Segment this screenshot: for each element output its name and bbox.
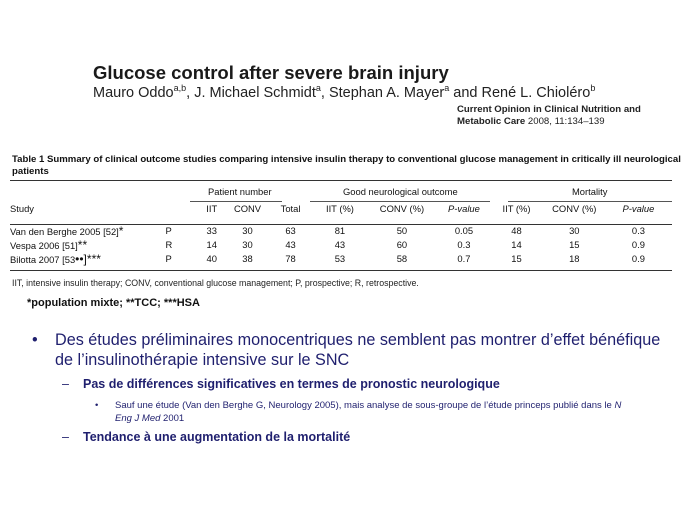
table-bottom-rule: [10, 270, 672, 271]
table-footnote: IIT, intensive insulin therapy; CONV, conventional glucose management; P, prospective; R, retrospective.: [12, 278, 419, 288]
cell-good-p: 0.3: [457, 239, 471, 250]
cell-mort-iit: 15: [511, 253, 522, 264]
col-header-total: Total: [280, 203, 301, 215]
cell-study: Bilotta 2007 [53••]***: [10, 251, 101, 266]
author-affiliation: a: [315, 83, 321, 93]
cell-good-iit: 81: [334, 225, 346, 236]
cell-mort-conv: 30: [569, 225, 580, 236]
cell-good-conv: 60: [396, 239, 408, 250]
author-affiliation: a,b: [173, 83, 187, 93]
cell-mort-conv: 15: [569, 239, 580, 250]
outcome-table: [10, 203, 670, 266]
cell-good-conv: 50: [396, 225, 408, 236]
dash-symbol: –: [62, 430, 69, 444]
cell-iit: 14: [206, 239, 217, 250]
table-top-rule: [10, 180, 672, 181]
cell-good-p: 0.7: [457, 253, 471, 264]
col-header-mort-p: P-value: [622, 203, 655, 215]
table-caption: [12, 154, 682, 177]
col-header-good-iit: IIT (%): [325, 203, 354, 215]
group-header-good-outcome: Good neurological outcome: [343, 186, 458, 197]
journal-name-line2: Metabolic Care: [457, 116, 526, 127]
cell-mort-iit: 14: [511, 239, 522, 250]
sub-bullet-text: Pas de différences significatives en termes de pronostic neurologique: [83, 377, 500, 391]
col-header-study: Study: [10, 203, 34, 215]
cell-mort-p: 0.9: [631, 239, 645, 250]
col-header-iit: IIT: [206, 203, 218, 215]
cell-design: P: [165, 253, 172, 264]
journal-citation: [457, 104, 687, 128]
patient-number-rule: [190, 201, 282, 202]
study-annotation-mark: ••]***: [75, 251, 101, 266]
journal-volume: 2008, 11:134–139: [525, 116, 605, 127]
group-header-patient-number: Patient number: [208, 186, 272, 197]
table-caption-text: Table 1 Summary of clinical outcome studies comparing intensive insulin therapy to conventional glucose management in critically ill neurological patients: [12, 154, 681, 177]
good-outcome-rule: [310, 201, 490, 202]
cell-mort-iit: 48: [511, 225, 522, 236]
author-name: Mauro Oddo: [93, 84, 174, 101]
article-title: Glucose control after severe brain injury: [93, 62, 449, 83]
cell-total: 63: [285, 225, 296, 236]
col-header-design: [166, 203, 198, 215]
study-annotation-mark: **: [77, 237, 88, 252]
cell-mort-p: 0.9: [631, 253, 645, 264]
cell-mort-conv: 18: [569, 253, 580, 264]
journal-name-line1: Current Opinion in Clinical Nutrition and: [457, 104, 641, 115]
sub-bullet-text: Tendance à une augmentation de la mortalité: [83, 430, 351, 444]
cell-good-iit: 53: [334, 253, 346, 264]
cell-total: 78: [285, 253, 296, 264]
annotation-note: *population mixte; **TCC; ***HSA: [27, 297, 200, 309]
col-header-mort-conv: CONV (%): [552, 203, 597, 215]
cell-iit: 40: [206, 253, 217, 264]
cell-design: R: [165, 239, 173, 250]
cell-good-iit: 43: [334, 239, 346, 250]
table-row: [10, 224, 670, 238]
cell-good-conv: 58: [396, 253, 408, 264]
group-header-mortality: Mortality: [572, 186, 608, 197]
cell-good-p: 0.05: [454, 225, 474, 236]
col-header-mort-iit: IIT (%): [502, 203, 531, 215]
journal-ref: N Eng J Med: [115, 400, 622, 424]
cell-conv: 30: [242, 239, 253, 250]
author-name: Stephan A. Mayer: [328, 84, 445, 101]
article-authors: Mauro Oddo$^{a,b}$, J. Michael Schmidt$^a$, Stephan A. Mayer$^a$ and René L. Chioléro$^b$: [93, 83, 596, 101]
main-bullet-text: Des études préliminaires monocentriques ne semblent pas montrer d’effet bénéfique de l’insulinothérapie intensive sur le SNC: [55, 331, 661, 369]
bullet-symbol: •: [32, 331, 38, 349]
cell-iit: 33: [206, 225, 217, 236]
table-header-row: [10, 203, 670, 215]
cell-conv: 30: [242, 225, 253, 236]
dash-symbol: –: [62, 377, 69, 391]
bullet-symbol: •: [95, 400, 99, 411]
col-header-conv: CONV: [233, 203, 262, 215]
author-name: J. Michael Schmidt: [194, 84, 316, 101]
cell-total: 43: [285, 239, 296, 250]
study-annotation-mark: *: [118, 223, 124, 238]
cell-study: Van den Berghe 2005 [52]*: [10, 223, 124, 238]
cell-conv: 38: [242, 253, 253, 264]
table-row: [10, 252, 670, 266]
cell-design: P: [165, 225, 172, 236]
mortality-rule: [508, 201, 672, 202]
table-row: [10, 238, 670, 252]
sub-sub-bullet-text: Sauf une étude (Van den Berghe G, Neurology 2005), mais analyse de sous-groupe de l’étude princeps publié dans le N Eng J Med 2001: [115, 400, 622, 424]
col-header-good-p: P-value: [448, 203, 480, 215]
author-affiliation: b: [590, 83, 596, 93]
author-affiliation: a: [444, 83, 450, 93]
cell-mort-p: 0.3: [631, 225, 645, 236]
author-name: René L. Chioléro: [481, 84, 591, 101]
cell-study: Vespa 2006 [51]**: [10, 237, 88, 252]
col-header-good-conv: CONV (%): [379, 203, 425, 215]
